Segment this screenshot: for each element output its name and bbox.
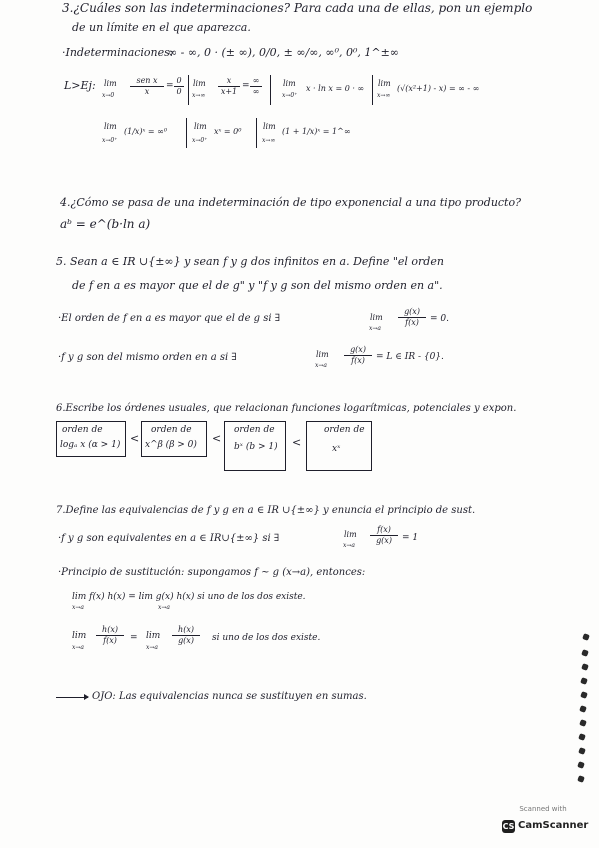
ex2-rnum: ∞ — [250, 77, 262, 87]
q7-p1-sub1: x→a — [72, 604, 84, 611]
q7-p2-lim2: lim — [146, 631, 161, 641]
box3-label-b: bˣ (b > 1) — [234, 442, 278, 452]
camscanner-name: CamScanner — [518, 820, 589, 831]
q7-def-res: = 1 — [402, 533, 419, 543]
ex2-num: x — [218, 77, 240, 87]
box4-label-b: xˣ — [332, 444, 341, 454]
ex1-sub: x→0 — [102, 92, 115, 99]
q6-line1: 6.Escribe los órdenes usuales, que relacionan funciones logarítmicas, potenciales y expon. — [56, 403, 517, 414]
divider — [188, 75, 189, 105]
q5-def2-den: f(x) — [351, 356, 365, 365]
order-box-exp — [224, 421, 286, 471]
q3-ej-label: L>Ej: — [64, 79, 96, 92]
spiral-binding — [549, 0, 599, 848]
ex1-num: sen x — [130, 77, 164, 87]
q7-p1: lim f(x) h(x) = lim g(x) h(x) si uno de los dos existe. — [72, 592, 306, 602]
ex7-expr: (1 + 1/x)ˣ = 1^∞ — [282, 127, 351, 136]
q7-principle: ·Principio de sustitución: supongamos f ~ g (x→a), entonces: — [58, 567, 366, 578]
q5-def1-den: f(x) — [405, 318, 419, 327]
ex2-fraction — [218, 77, 240, 96]
q7-def-den: g(x) — [376, 536, 392, 545]
scanned-with-text: Scanned with — [519, 805, 567, 813]
q7-p2-den2: g(x) — [178, 636, 194, 645]
ex1-rden: 0 — [176, 87, 182, 96]
ex7-sub: x→∞ — [262, 137, 276, 144]
q5-def1-fraction — [398, 308, 426, 327]
q3-indet-label: ·Indeterminaciones: — [62, 46, 174, 59]
lt-sign: < — [130, 432, 140, 445]
ex3-expr: x · ln x = 0 · ∞ — [306, 84, 365, 93]
ex4-expr: (√(x²+1) - x) = ∞ - ∞ — [397, 84, 480, 93]
q5-def2: ·f y g son del mismo orden en a si ∃ — [58, 352, 237, 363]
q7-p2-num1: h(x) — [96, 626, 124, 636]
q5-def2-num: g(x) — [344, 346, 372, 356]
q7-def-num: f(x) — [370, 526, 398, 536]
q7-p2-den1: f(x) — [103, 636, 117, 645]
order-box-log — [56, 421, 126, 457]
box2-label-b: x^β (β > 0) — [145, 440, 197, 450]
ex2-result — [250, 77, 262, 96]
box3-label-a: orden de — [234, 425, 275, 435]
q5-def1-lim: lim — [370, 313, 383, 322]
divider — [372, 75, 373, 105]
q7-p2-eq: = — [130, 633, 138, 643]
q7-p2-sub1: x→a — [72, 644, 84, 651]
q3-line1: 3.¿Cuáles son las indeterminaciones? Para cada una de ellas, pon un ejemplo — [62, 1, 533, 15]
ex5-expr: (1/x)ˣ = ∞⁰ — [124, 127, 168, 136]
q7-def: ·f y g son equivalentes en a ∈ IR∪{±∞} si ∃ — [58, 533, 280, 544]
q5-def2-res: = L ∈ IR - {0}. — [376, 352, 444, 362]
q7-def-fraction — [370, 526, 398, 545]
lt-sign: < — [212, 432, 222, 445]
ex1-result — [174, 77, 184, 96]
q7-p2-tail: si uno de los dos existe. — [212, 633, 321, 643]
ex5-lim: lim — [104, 122, 117, 131]
ex2-lim: lim — [193, 79, 206, 88]
lt-sign: < — [292, 436, 302, 449]
camscanner-watermark — [494, 805, 592, 841]
q5-line1: 5. Sean a ∈ IR ∪{±∞} y sean f y g dos infinitos en a. Define "el orden — [56, 255, 444, 268]
ex6-lim: lim — [194, 122, 207, 131]
divider — [186, 118, 187, 148]
q5-def2-fraction — [344, 346, 372, 365]
ex6-sub: x→0⁺ — [192, 137, 208, 144]
q5-def1-num: g(x) — [398, 308, 426, 318]
q4-formula: aᵇ = e^(b·ln a) — [60, 217, 151, 231]
ex5-sub: x→0⁺ — [102, 137, 118, 144]
q7-p1-sub2: x→a — [158, 604, 170, 611]
ex7-lim: lim — [263, 122, 276, 131]
q7-p2-fraction2 — [172, 626, 200, 645]
ex1-rnum: 0 — [174, 77, 184, 87]
q5-def1: ·El orden de f en a es mayor que el de g si ∃ — [58, 313, 281, 324]
q5-line2: de f en a es mayor que el de g" y "f y g son del mismo orden en a". — [72, 279, 443, 292]
q7-p2-fraction1 — [96, 626, 124, 645]
ex2-den: x+1 — [220, 87, 238, 96]
order-box-power — [141, 421, 207, 457]
ex1-fraction — [130, 77, 164, 96]
q3-line2: de un límite en el que aparezca. — [72, 21, 251, 34]
q7-p2-sub2: x→a — [146, 644, 158, 651]
ex3-lim: lim — [283, 79, 296, 88]
ex1-den: x — [144, 87, 150, 96]
q7-line1: 7.Define las equivalencias de f y g en a ∈ IR ∪{±∞} y enuncia el principio de sust. — [56, 505, 476, 516]
q7-p2-num2: h(x) — [172, 626, 200, 636]
ex1-eq: = — [166, 81, 174, 91]
divider — [270, 75, 271, 105]
q7-def-sub: x→a — [343, 542, 355, 549]
divider — [256, 118, 257, 148]
box1-label-b: logₐ x (α > 1) — [60, 440, 121, 450]
ex2-rden: ∞ — [252, 87, 260, 96]
arrow-icon — [56, 697, 88, 698]
q4-line1: 4.¿Cómo se pasa de una indeterminación de tipo exponencial a una tipo producto? — [60, 196, 522, 209]
ex4-lim: lim — [378, 79, 391, 88]
q3-indet-list: ∞ - ∞, 0 · (± ∞), 0/0, ± ∞/∞, ∞⁰, 0⁰, 1^±∞ — [168, 46, 399, 59]
q7-ojo: OJO: Las equivalencias nunca se sustituyen en sumas. — [92, 691, 367, 702]
order-box-xx — [306, 421, 372, 471]
q7-p2-lim1: lim — [72, 631, 87, 641]
ex6-expr: xˣ = 0⁰ — [214, 127, 242, 136]
ex4-sub: x→∞ — [377, 92, 391, 99]
box1-label-a: orden de — [62, 425, 103, 435]
ex2-sub: x→∞ — [192, 92, 206, 99]
box4-label-a: orden de — [324, 425, 365, 435]
q5-def1-res: = 0. — [430, 314, 449, 324]
box2-label-a: orden de — [151, 425, 192, 435]
q5-def1-sub: x→a — [369, 325, 381, 332]
q7-def-lim: lim — [344, 530, 357, 539]
q5-def2-sub: x→a — [315, 362, 327, 369]
ex2-eq: = — [242, 81, 250, 91]
camscanner-logo-icon: CS — [502, 822, 515, 831]
ex1-lim: lim — [104, 79, 117, 88]
q5-def2-lim: lim — [316, 350, 329, 359]
ex3-sub: x→0⁺ — [282, 92, 298, 99]
